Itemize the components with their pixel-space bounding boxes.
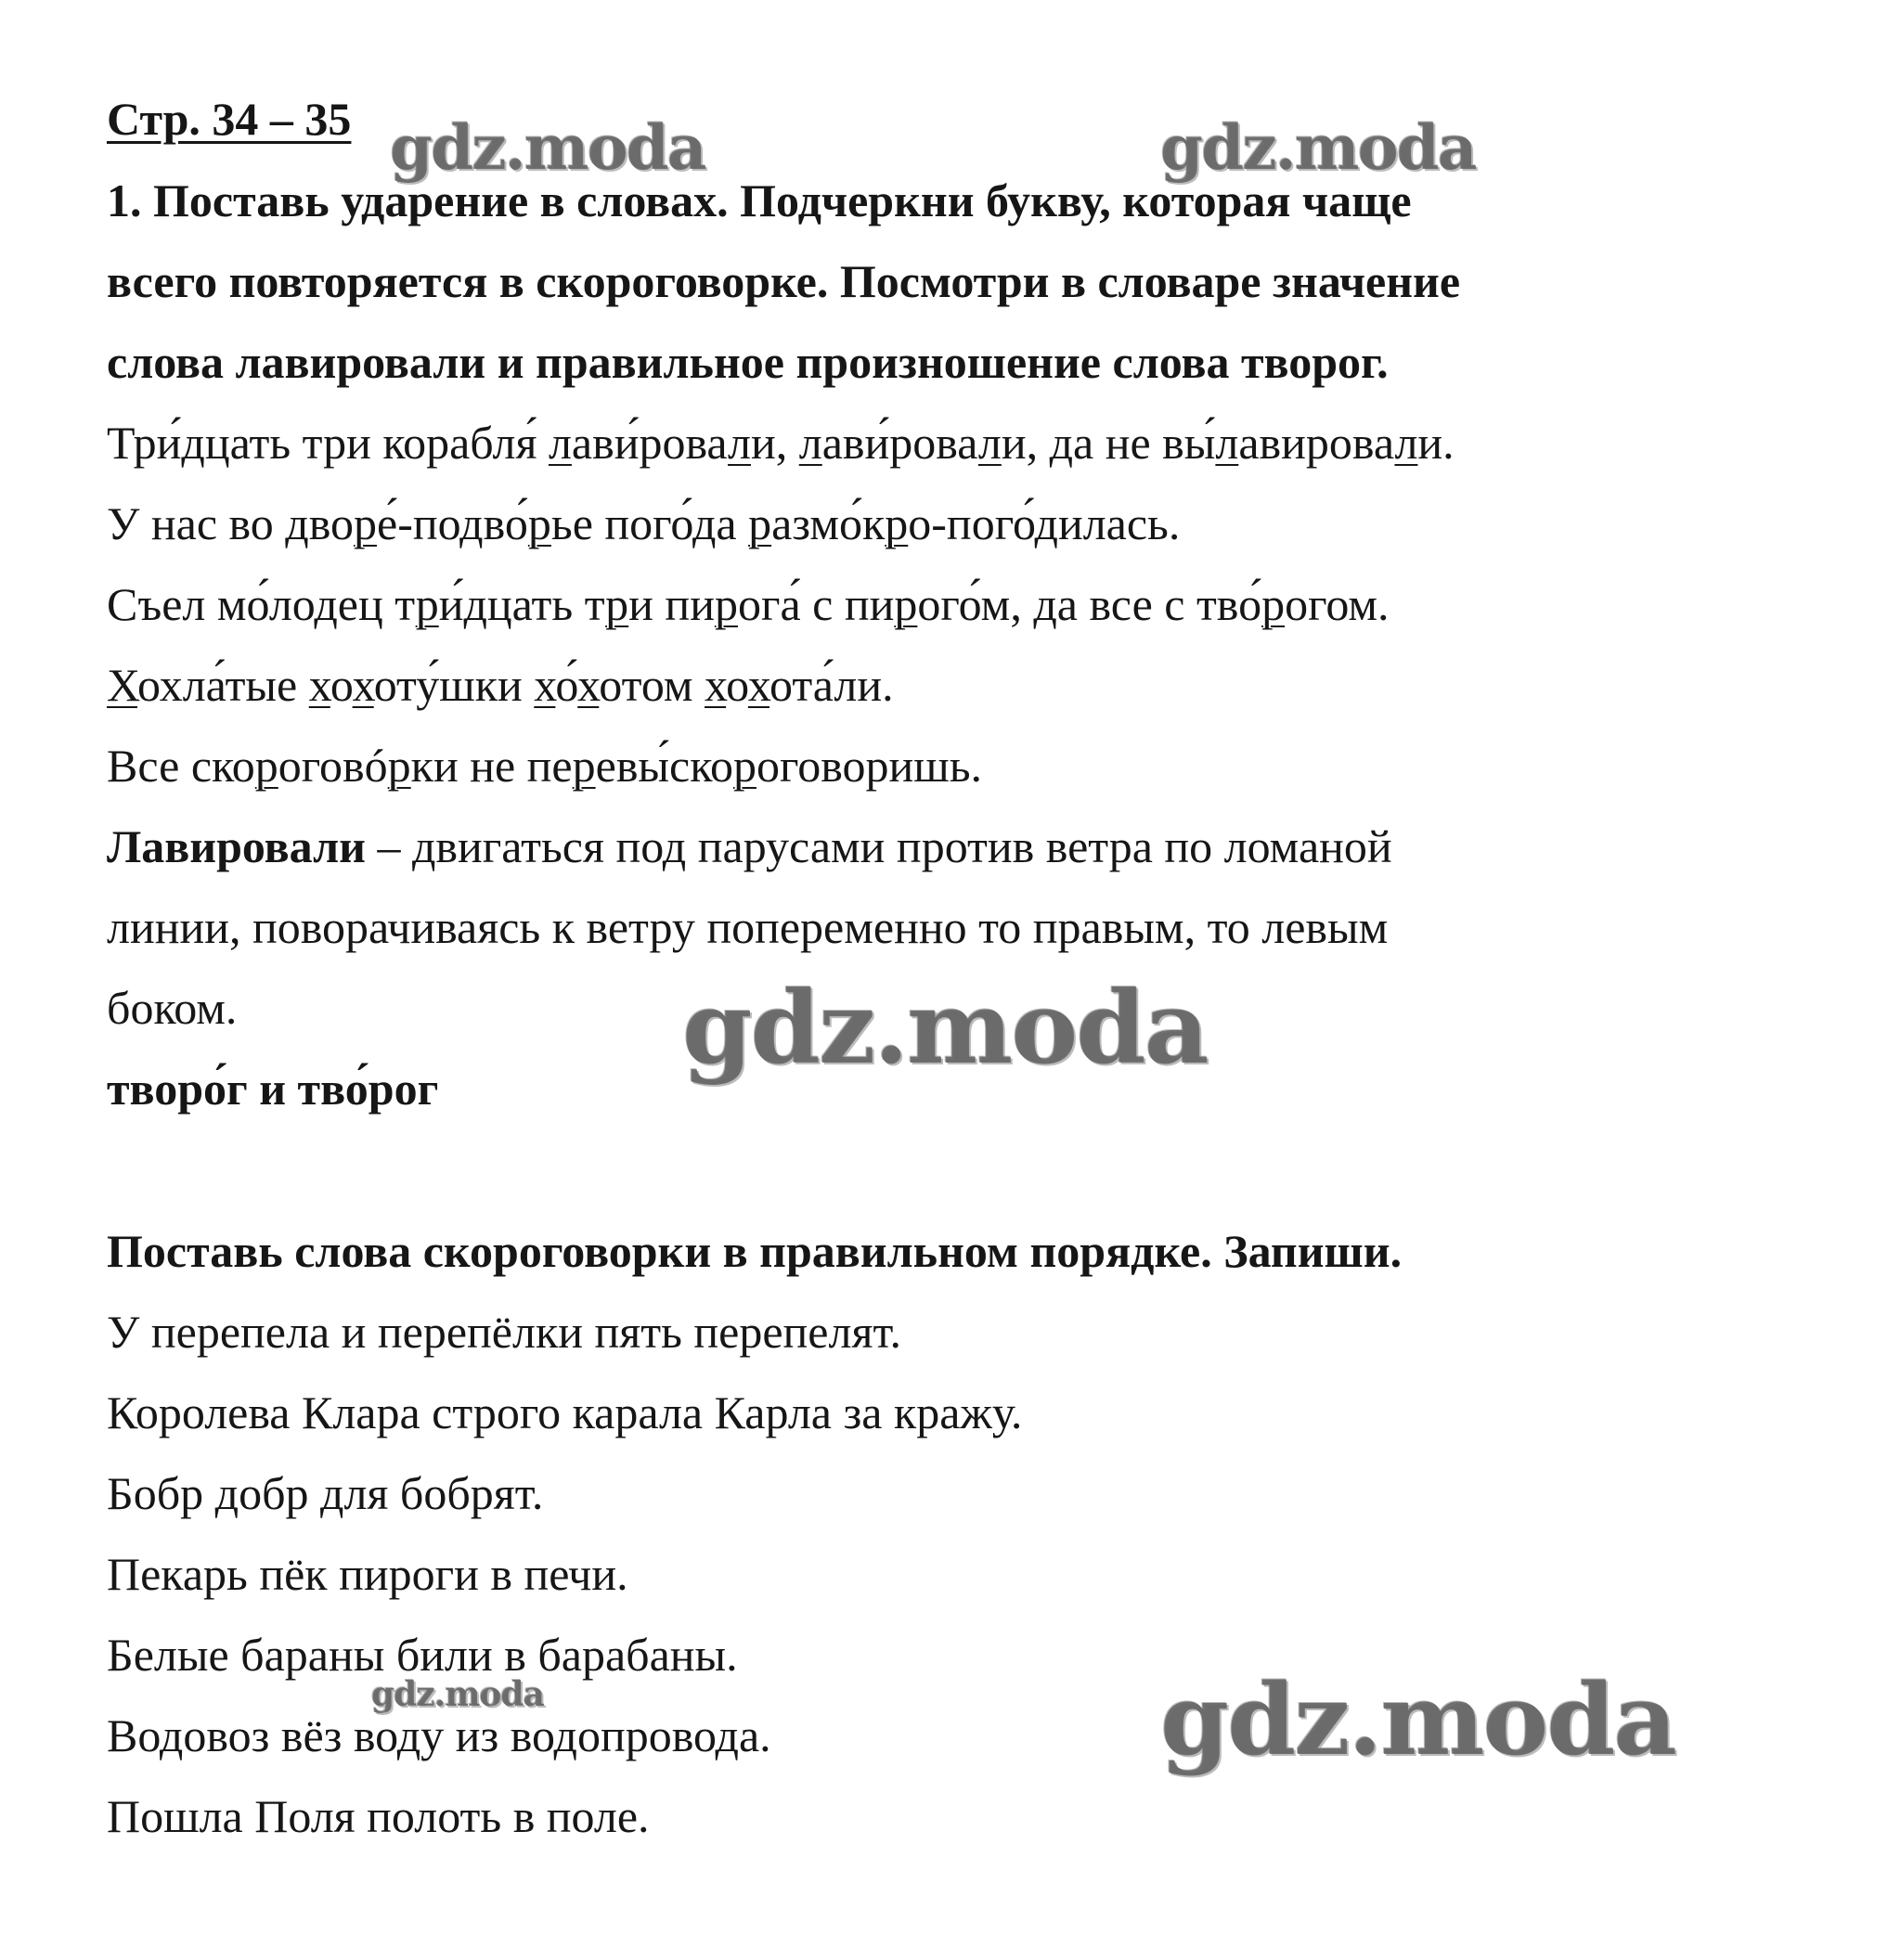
text-segment: о-пого́дилась.	[908, 497, 1181, 549]
underlined-letter: р	[527, 497, 551, 549]
text-segment: оговоришь.	[756, 740, 983, 792]
task2-line-3: Бобр добр для бобрят.	[107, 1467, 544, 1519]
underlined-letter: х	[352, 659, 374, 711]
watermark: gdz.moda	[390, 111, 705, 184]
text-segment: и, да не вы́	[1001, 417, 1216, 469]
task2-instruction: Поставь слова скороговорки в правильном порядке. Запиши.	[107, 1225, 1403, 1277]
underlined-letter: л	[977, 417, 1002, 469]
underlined-letter: р	[254, 740, 278, 792]
text-segment: оговó	[278, 740, 388, 792]
task2-line-5: Белые бараны били в барабаны.	[107, 1629, 738, 1681]
text-segment: ави́рова	[571, 417, 729, 469]
text-segment: авирова	[1238, 417, 1395, 469]
text-segment: о	[726, 659, 748, 711]
text-segment: ки не пе	[410, 740, 573, 792]
text-segment: ога́ с пи	[737, 578, 895, 630]
text-segment: Съел мо́лодец т	[107, 578, 416, 630]
underlined-letter: х	[308, 659, 330, 711]
text-segment: и пи	[628, 578, 715, 630]
underlined-letter: х	[705, 659, 727, 711]
text-segment: У нас во дво	[107, 497, 355, 549]
tongue-twister-2	[107, 496, 1180, 551]
text-segment: азмо́к	[771, 497, 886, 549]
task1-instruction-line-1: 1. Поставь ударение в словах. Подчеркни букву, которая чаще	[107, 174, 1412, 226]
definition-text-1: – двигаться под парусами против ветра по ломаной	[365, 820, 1392, 872]
underlined-letter: р	[714, 578, 738, 630]
text-segment: и́дцать т	[438, 578, 606, 630]
definition-line-1	[107, 819, 1392, 874]
watermark: gdz.moda	[1160, 111, 1476, 184]
watermark: gdz.moda	[1160, 1661, 1675, 1777]
definition-term: Лавировали	[107, 820, 366, 872]
underlined-letter: р	[354, 497, 378, 549]
underlined-letter: р	[748, 497, 772, 549]
text-segment: ави́рова	[821, 417, 978, 469]
tongue-twister-3	[107, 576, 1390, 632]
task2-line-6: Водовоз вёз воду из водопровода.	[107, 1709, 771, 1761]
underlined-letter: х	[577, 659, 600, 711]
underlined-letter: л	[1394, 417, 1418, 469]
watermark: gdz.moda	[371, 1675, 544, 1714]
tongue-twister-4	[107, 657, 894, 713]
task1-instruction-line-2: всего повторяется в скороговорке. Посмотри в словаре значение	[107, 255, 1461, 307]
underlined-letter: р	[885, 497, 909, 549]
text-segment: огом.	[1285, 578, 1390, 630]
underlined-letter: л	[1215, 417, 1239, 469]
underlined-letter: л	[548, 417, 572, 469]
underlined-letter: л	[728, 417, 751, 469]
text-segment: ого́м, да все с тво́	[917, 578, 1262, 630]
text-segment: о́	[555, 659, 578, 711]
task2-line-7: Пошла Поля полоть в поле.	[107, 1790, 650, 1842]
definition-line-2: линии, поворачиваясь к ветру попеременно то правым, то левым	[107, 901, 1389, 953]
text-segment: Три́дцать три корабля́	[107, 417, 549, 469]
text-segment: о	[330, 659, 353, 711]
underlined-letter: х	[747, 659, 769, 711]
text-segment: и.	[1417, 417, 1455, 469]
text-segment: оту́шки	[373, 659, 535, 711]
underlined-letter: р	[415, 578, 439, 630]
text-segment: е́-подво́	[377, 497, 528, 549]
text-segment: ье пого́да	[550, 497, 749, 549]
underlined-letter: л	[798, 417, 822, 469]
text-segment: Все ско	[107, 740, 255, 792]
underlined-letter: р	[572, 740, 596, 792]
tongue-twister-1	[107, 415, 1455, 471]
underlined-letter: р	[732, 740, 756, 792]
task2-line-1: У перепела и перепёлки пять перепелят.	[107, 1306, 902, 1358]
tongue-twister-5	[107, 738, 982, 793]
text-segment: и,	[751, 417, 799, 469]
text-segment: охла́тые	[136, 659, 309, 711]
task2-line-2: Королева Клара строго карала Карла за кражу.	[107, 1386, 1023, 1438]
underlined-letter: Х	[107, 659, 137, 711]
pronunciation-line: творо́г и тво́рог	[107, 1063, 439, 1115]
underlined-letter: р	[605, 578, 629, 630]
underlined-letter: р	[894, 578, 918, 630]
text-segment: ота́ли.	[769, 659, 894, 711]
definition-line-3: боком.	[107, 982, 238, 1034]
underlined-letter: р	[387, 740, 411, 792]
text-segment: евы́ско	[595, 740, 733, 792]
task2-line-4: Пекарь пёк пироги в печи.	[107, 1548, 628, 1600]
watermark: gdz.moda	[682, 970, 1208, 1087]
underlined-letter: р	[1261, 578, 1286, 630]
text-segment: отом	[599, 659, 705, 711]
page-header: Стр. 34 – 35	[107, 93, 352, 145]
task1-instruction-line-3: слова лавировали и правильное произношение слова творог.	[107, 336, 1389, 388]
underlined-letter: х	[534, 659, 556, 711]
